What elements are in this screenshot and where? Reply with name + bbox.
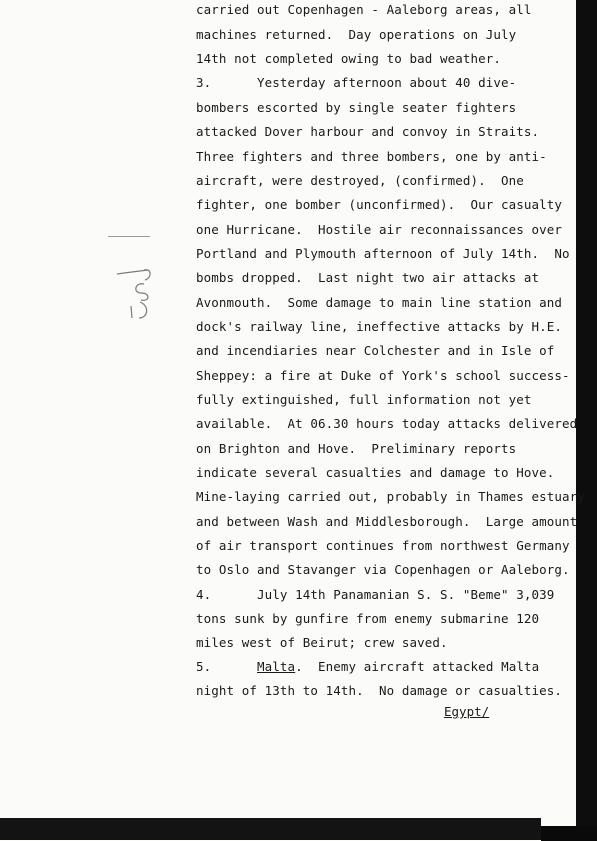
text-line: bombers escorted by single seater fighters (196, 100, 517, 115)
text-line: machines returned. Day operations on July (196, 27, 517, 42)
margin-pencil-mark (114, 266, 154, 326)
paragraph-5-text: . Enemy aircraft attacked Malta (295, 659, 540, 674)
text-line: miles west of Beirut; crew saved. (196, 635, 448, 650)
text-line: fighter, one bomber (unconfirmed). Our casualty (196, 197, 563, 212)
margin-rule (108, 236, 150, 237)
scan-edge-right (576, 0, 597, 841)
text-line: available. At 06.30 hours today attacks delivered (196, 416, 578, 431)
text-line: 14th not completed owing to bad weather. (196, 51, 502, 66)
catchword: Egypt/ (444, 704, 490, 719)
text-line: of air transport continues from northwest Germany (196, 538, 570, 553)
text-line: bombs dropped. Last night two air attacks at (196, 270, 540, 285)
text-line: night of 13th to 14th. No damage or casualties. (196, 683, 563, 698)
text-line: carried out Copenhagen - Aaleborg areas, all (196, 2, 532, 17)
paragraph-5-first-line (196, 660, 539, 674)
text-line: fully extinguished, full information not yet (196, 392, 532, 407)
text-line: and between Wash and Middlesborough. Large amount (196, 514, 578, 529)
text-line: attacked Dover harbour and convoy in Straits. (196, 124, 540, 139)
paragraph-5-heading: Malta (257, 659, 296, 674)
text-line: on Brighton and Hove. Preliminary reports (196, 441, 517, 456)
text-line: to Oslo and Stavanger via Copenhagen or Aaleborg. (196, 562, 570, 577)
text-line: Avonmouth. Some damage to main line station and (196, 295, 563, 310)
text-line: Sheppey: a fire at Duke of York's school success- (196, 368, 570, 383)
text-line: tons sunk by gunfire from enemy submarine 120 (196, 611, 540, 626)
text-line: indicate several casualties and damage to Hove. (196, 465, 555, 480)
paragraph-3-first-line: 3. Yesterday afternoon about 40 dive- (196, 75, 517, 90)
text-line: one Hurricane. Hostile air reconnaissances over (196, 222, 563, 237)
text-line: Three fighters and three bombers, one by anti- (196, 149, 547, 164)
paragraph-4-first-line: 4. July 14th Panamanian S. S. "Beme" 3,039 (196, 587, 555, 602)
paragraph-5-number: 5. (196, 659, 212, 674)
text-line: dock's railway line, ineffective attacks by H.E. (196, 319, 563, 334)
text-line: Portland and Plymouth afternoon of July 14th. No (196, 246, 570, 261)
text-line: aircraft, were destroyed, (confirmed). One (196, 173, 524, 188)
text-line: and incendiaries near Colchester and in Isle of (196, 343, 555, 358)
scan-edge-bottom (0, 818, 541, 840)
text-line: Mine-laying carried out, probably in Thames estuary (196, 489, 585, 504)
scan-edge-corner (541, 826, 597, 841)
